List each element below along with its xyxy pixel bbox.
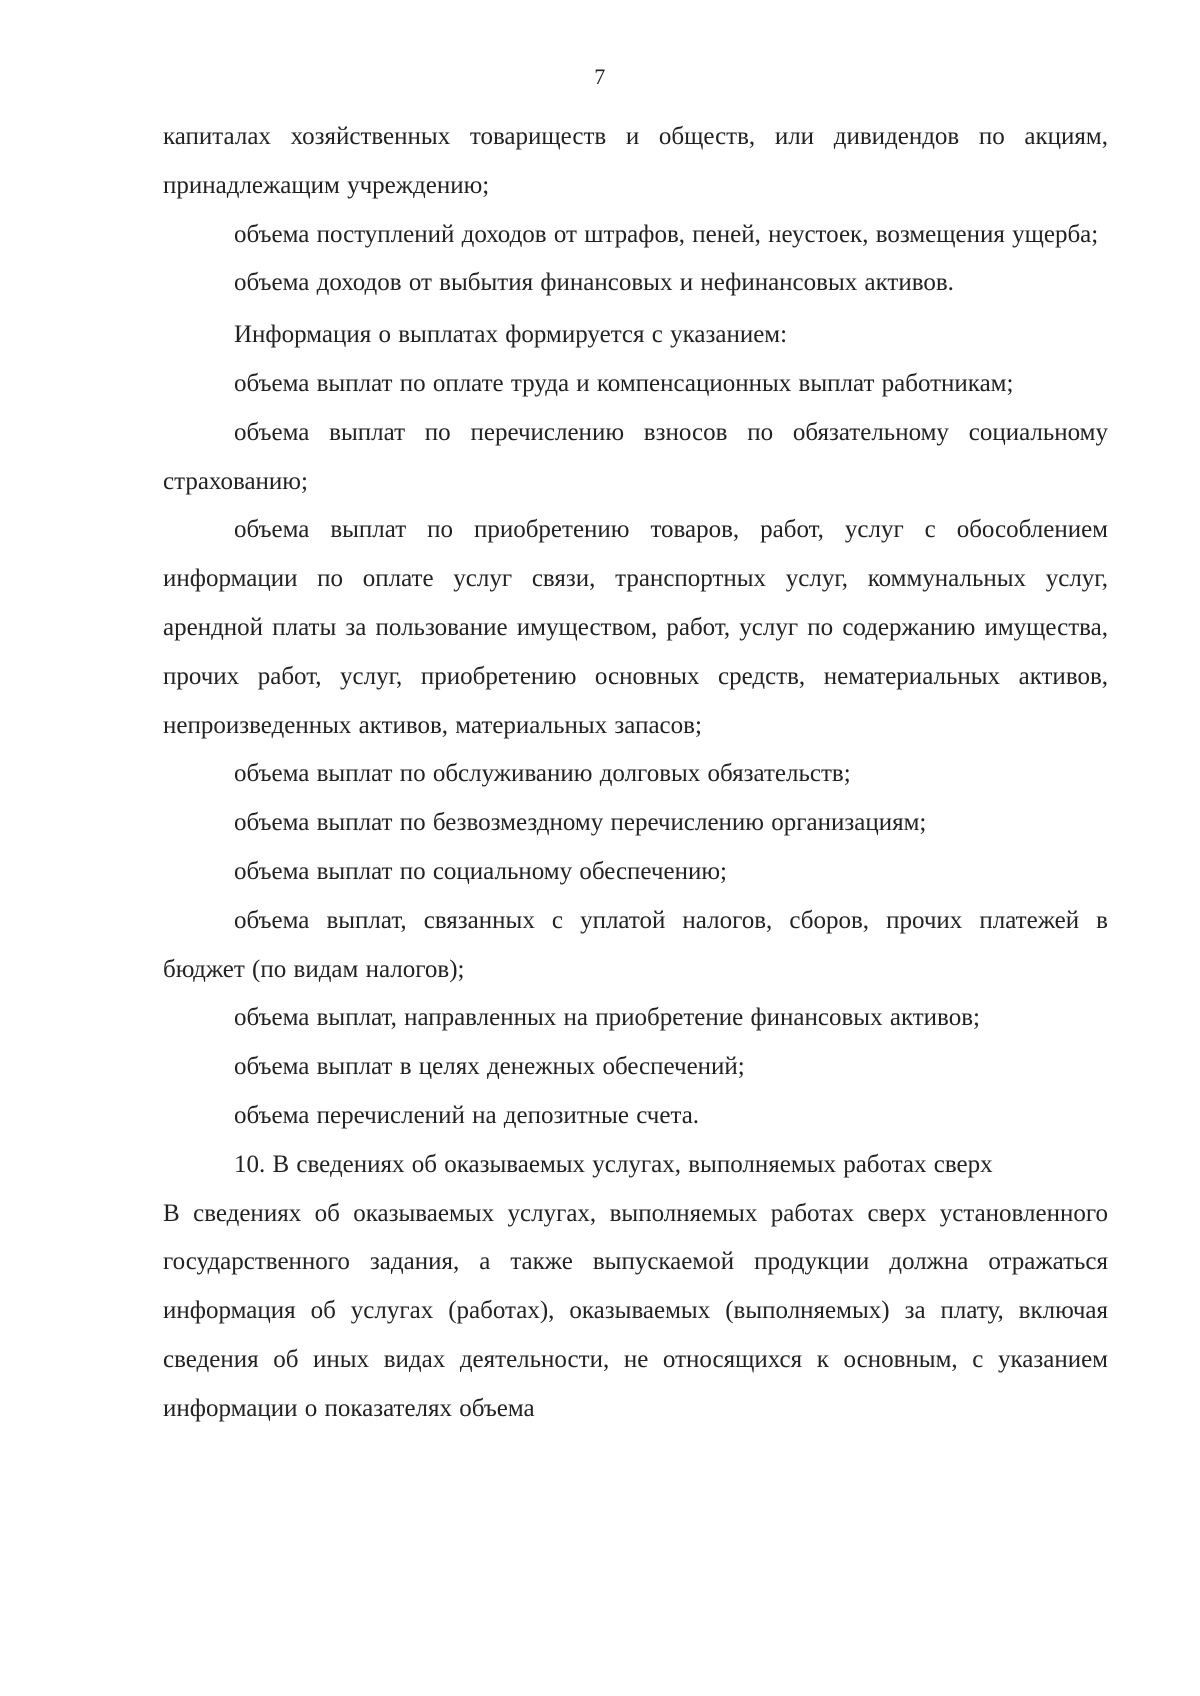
paragraph: объема выплат, связанных с уплатой налогов, сборов, прочих платежей в бюджет (по видам налогов); [163, 906, 1108, 983]
section-heading-line: 10. В сведениях об оказываемых услугах, выполняемых работах сверх [234, 1150, 993, 1178]
paragraph: объема поступлений доходов от штрафов, пеней, неустоек, возмещения ущерба; [234, 220, 1099, 248]
paragraph: объема выплат, направленных на приобретение финансовых активов; [234, 1004, 980, 1032]
paragraph: объема выплат по безвозмездному перечислению организациям; [234, 809, 927, 837]
page-number: 7 [594, 64, 606, 89]
paragraph: объема выплат в целях денежных обеспечений; [234, 1053, 745, 1081]
paragraph: объема выплат по обслуживанию долговых обязательств; [234, 760, 851, 788]
paragraph: объема доходов от выбытия финансовых и нефинансовых активов. [234, 269, 954, 297]
paragraph: капиталах хозяйственных товариществ и обществ, или дивидендов по акциям, принадлежащим учреждению; [163, 123, 1108, 199]
paragraph: объема перечислений на депозитные счета. [234, 1101, 700, 1129]
paragraph: объема выплат по приобретению товаров, работ, услуг с обособлением информации по оплате услуг связи, транспортных услуг, коммунальных услуг, арендной платы за пользование имуществом, работ, услуг по содержанию имущества, прочих работ, услуг, приобретению основных средств, нематериальных активов, непроизведенных активов, материальных запасов; [163, 516, 1108, 739]
paragraph: объема выплат по перечислению взносов по обязательному социальному страхованию; [163, 418, 1108, 495]
paragraph: Информация о выплатах формируется с указанием: [234, 321, 788, 349]
paragraph: В сведениях об оказываемых услугах, выполняемых работах сверх установленного государственного задания, а также выпускаемой продукции должна отражаться информация об услугах (работах), оказываемых (выполняемых) за плату, включая сведения об иных видах деятельности, не относящихся к основным, с указанием информации о показателях объема [163, 1199, 1108, 1422]
body-text [163, 113, 1108, 1434]
paragraph: объема выплат по оплате труда и компенсационных выплат работникам; [234, 369, 1014, 397]
paragraph: объема выплат по социальному обеспечению; [234, 857, 727, 885]
